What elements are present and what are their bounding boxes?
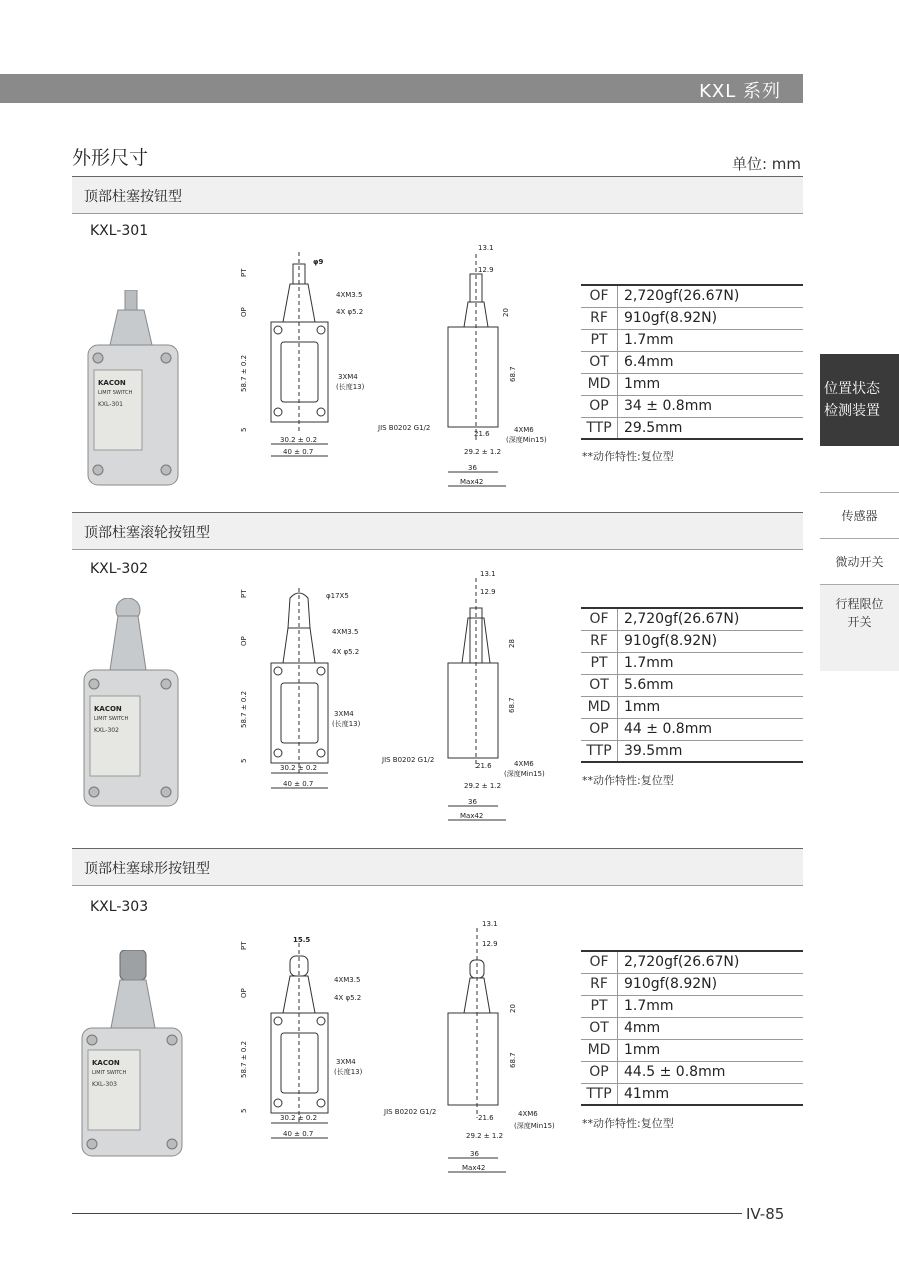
svg-text:40 ± 0.7: 40 ± 0.7 [283, 1130, 314, 1138]
sidebar-active-label: 位置状态 检测装置 [824, 381, 880, 419]
dimension-drawing-2 [238, 568, 568, 830]
svg-text:40 ± 0.7: 40 ± 0.7 [283, 780, 314, 788]
model-name-1: KXL-301 [90, 223, 149, 239]
svg-text:58.7 ± 0.2: 58.7 ± 0.2 [240, 690, 248, 728]
svg-text:36: 36 [468, 464, 477, 472]
unit-label: 单位: mm [731, 155, 801, 173]
svg-text:LIMIT SWITCH: LIMIT SWITCH [98, 390, 133, 396]
table-row: TTP 39.5mm [581, 740, 803, 762]
table-row: MD 1mm [581, 696, 803, 718]
svg-text:JIS B0202 G1/2: JIS B0202 G1/2 [384, 1108, 437, 1116]
table-row: MD 1mm [581, 373, 803, 395]
table-row: OT 4mm [581, 1017, 803, 1039]
svg-text:OP: OP [240, 988, 248, 998]
svg-text:KXL-301: KXL-301 [98, 401, 123, 408]
svg-text:PT: PT [240, 589, 248, 598]
svg-text:(长度13): (长度13) [334, 1068, 363, 1076]
svg-text:KACON: KACON [98, 379, 126, 387]
svg-text:KACON: KACON [92, 1059, 120, 1067]
svg-text:φ9: φ9 [313, 258, 324, 266]
svg-text:4XM3.5: 4XM3.5 [332, 628, 359, 636]
sidebar-item-sensor[interactable]: 传感器 [820, 492, 899, 539]
operation-note-2: **动作特性:复位型 [582, 774, 674, 787]
spec-table-2 [581, 607, 803, 763]
svg-text:15.5: 15.5 [293, 936, 311, 944]
page-number: IV-85 [746, 1205, 785, 1223]
model-name-2: KXL-302 [90, 561, 149, 577]
svg-text:36: 36 [468, 798, 477, 806]
table-row: OP 44 ± 0.8mm [581, 718, 803, 740]
table-row: OP 44.5 ± 0.8mm [581, 1061, 803, 1083]
svg-text:20: 20 [502, 308, 510, 317]
svg-text:68.7: 68.7 [509, 1052, 517, 1068]
svg-text:21.6: 21.6 [478, 1114, 494, 1122]
table-row: PT 1.7mm [581, 995, 803, 1017]
svg-text:4XM6: 4XM6 [518, 1110, 538, 1118]
svg-text:30.2 ± 0.2: 30.2 ± 0.2 [280, 1114, 318, 1122]
table-row: TTP 29.5mm [581, 417, 803, 439]
svg-text:29.2 ± 1.2: 29.2 ± 1.2 [464, 782, 502, 790]
svg-text:Max42: Max42 [460, 812, 484, 820]
svg-text:LIMIT SWITCH: LIMIT SWITCH [92, 1070, 127, 1076]
svg-text:JIS B0202 G1/2: JIS B0202 G1/2 [382, 756, 435, 764]
series-header-bar [0, 74, 803, 103]
svg-text:28: 28 [508, 639, 516, 648]
table-row: RF 910gf(8.92N) [581, 307, 803, 329]
product-photo-1 [80, 290, 185, 490]
table-row: OF 2,720gf(26.67N) [581, 608, 803, 630]
svg-text:(深度Min15): (深度Min15) [506, 436, 547, 444]
dimension-drawing-3 [238, 918, 568, 1180]
svg-text:5: 5 [240, 427, 248, 432]
sidebar-item-micro-switch[interactable]: 微动开关 [820, 538, 899, 585]
table-row: OT 6.4mm [581, 351, 803, 373]
svg-text:68.7: 68.7 [509, 366, 517, 382]
sidebar-item-limit-switch[interactable]: 行程限位 开关 [820, 584, 899, 671]
svg-text:58.7 ± 0.2: 58.7 ± 0.2 [240, 354, 248, 392]
product-photo-3 [76, 950, 186, 1160]
svg-text:21.6: 21.6 [476, 762, 492, 770]
svg-text:(深度Min15): (深度Min15) [514, 1122, 555, 1130]
svg-text:OP: OP [240, 307, 248, 317]
svg-text:4XM3.5: 4XM3.5 [334, 976, 361, 984]
svg-text:PT: PT [240, 941, 248, 950]
table-row: RF 910gf(8.92N) [581, 973, 803, 995]
table-row: OP 34 ± 0.8mm [581, 395, 803, 417]
svg-text:29.2 ± 1.2: 29.2 ± 1.2 [464, 448, 502, 456]
svg-text:PT: PT [240, 268, 248, 277]
svg-text:40 ± 0.7: 40 ± 0.7 [283, 448, 314, 456]
svg-text:30.2 ± 0.2: 30.2 ± 0.2 [280, 764, 318, 772]
svg-text:12.9: 12.9 [480, 588, 496, 596]
svg-text:30.2 ± 0.2: 30.2 ± 0.2 [280, 436, 318, 444]
svg-text:5: 5 [240, 1108, 248, 1113]
table-row: PT 1.7mm [581, 652, 803, 674]
svg-text:12.9: 12.9 [482, 940, 498, 948]
svg-text:Max42: Max42 [462, 1164, 486, 1172]
table-row: PT 1.7mm [581, 329, 803, 351]
svg-text:29.2 ± 1.2: 29.2 ± 1.2 [466, 1132, 504, 1140]
svg-text:4XM3.5: 4XM3.5 [336, 291, 363, 299]
svg-text:13.1: 13.1 [478, 244, 494, 252]
spec-table-1 [581, 284, 803, 440]
svg-text:JIS B0202 G1/2: JIS B0202 G1/2 [378, 424, 431, 432]
svg-text:LIMIT SWITCH: LIMIT SWITCH [94, 716, 129, 722]
svg-text:58.7 ± 0.2: 58.7 ± 0.2 [240, 1040, 248, 1078]
svg-text:13.1: 13.1 [480, 570, 496, 578]
operation-note-1: **动作特性:复位型 [582, 450, 674, 463]
operation-note-3: **动作特性:复位型 [582, 1117, 674, 1130]
section-header-1: 顶部柱塞按钮型 [72, 176, 803, 214]
svg-text:13.1: 13.1 [482, 920, 498, 928]
svg-text:4X φ5.2: 4X φ5.2 [336, 308, 364, 316]
footer-rule [72, 1213, 742, 1214]
model-name-3: KXL-303 [90, 899, 149, 915]
dimension-drawing-1 [238, 242, 568, 497]
sidebar-active-category[interactable] [820, 354, 899, 446]
svg-text:12.9: 12.9 [478, 266, 494, 274]
svg-text:KXL-302: KXL-302 [94, 727, 119, 734]
svg-text:KXL-303: KXL-303 [92, 1081, 117, 1088]
page-title: 外形尺寸 [72, 147, 149, 169]
svg-text:4X φ5.2: 4X φ5.2 [332, 648, 360, 656]
svg-text:φ17X5: φ17X5 [326, 592, 349, 600]
svg-text:(长度13): (长度13) [332, 720, 361, 728]
svg-text:20: 20 [509, 1004, 517, 1013]
svg-text:OP: OP [240, 636, 248, 646]
table-row: TTP 41mm [581, 1083, 803, 1105]
table-row: MD 1mm [581, 1039, 803, 1061]
table-row: OF 2,720gf(26.67N) [581, 285, 803, 307]
svg-text:68.7: 68.7 [508, 697, 516, 713]
svg-text:21.6: 21.6 [474, 430, 490, 438]
section-header-2: 顶部柱塞滚轮按钮型 [72, 512, 803, 550]
svg-text:3XM4: 3XM4 [338, 373, 358, 381]
svg-text:3XM4: 3XM4 [336, 1058, 356, 1066]
svg-text:5: 5 [240, 758, 248, 763]
svg-text:4X φ5.2: 4X φ5.2 [334, 994, 362, 1002]
svg-text:3XM4: 3XM4 [334, 710, 354, 718]
product-photo-2 [78, 598, 183, 808]
spec-table-3 [581, 950, 803, 1106]
svg-text:4XM6: 4XM6 [514, 426, 534, 434]
table-row: OT 5.6mm [581, 674, 803, 696]
table-row: OF 2,720gf(26.67N) [581, 951, 803, 973]
svg-text:(长度13): (长度13) [336, 383, 365, 391]
series-title: KXL 系列 [699, 81, 781, 102]
svg-text:(深度Min15): (深度Min15) [504, 770, 545, 778]
svg-text:Max42: Max42 [460, 478, 484, 486]
svg-text:4XM6: 4XM6 [514, 760, 534, 768]
table-row: RF 910gf(8.92N) [581, 630, 803, 652]
svg-text:36: 36 [470, 1150, 479, 1158]
svg-text:KACON: KACON [94, 705, 122, 713]
section-header-3: 顶部柱塞球形按钮型 [72, 848, 803, 886]
